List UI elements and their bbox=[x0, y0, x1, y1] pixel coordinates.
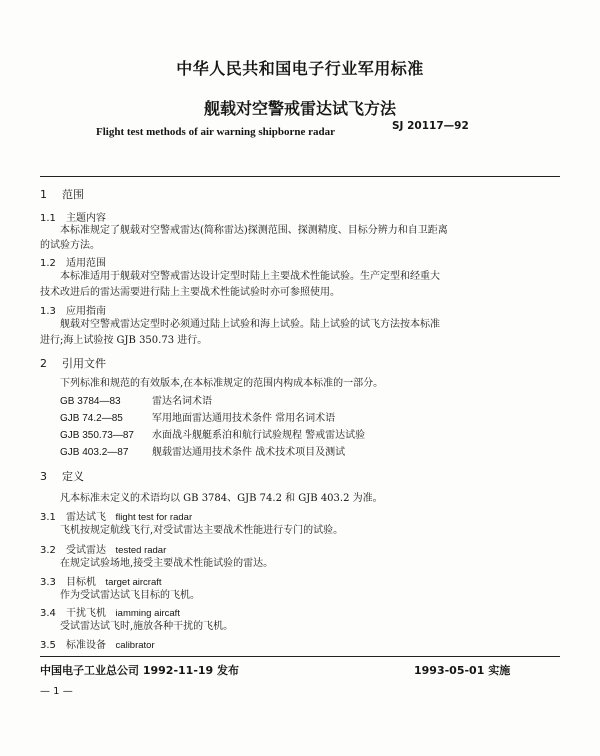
page-number: — 1 — bbox=[40, 686, 73, 697]
definition-heading bbox=[40, 508, 192, 523]
definition-term: 目标机 bbox=[66, 577, 96, 588]
subsection-title: 主题内容 bbox=[66, 213, 106, 224]
definition-text: 受试雷达试飞时,施放各种干扰的飞机。 bbox=[60, 621, 234, 632]
subsection-number: 1.3 bbox=[40, 306, 56, 317]
definition-term: 受试雷达 bbox=[66, 545, 106, 556]
subsection-1-3-heading bbox=[40, 302, 106, 317]
publisher-date: 中国电子工业总公司 1992-11-19 发布 bbox=[40, 664, 240, 677]
reference-code: GJB 74.2—85 bbox=[60, 413, 123, 424]
definition-heading bbox=[40, 573, 162, 588]
definition-english-term: target aircraft bbox=[105, 577, 162, 588]
org-title: 中华人民共和国电子行业军用标准 bbox=[176, 59, 424, 78]
paragraph-line: 本标准规定了舰载对空警戒雷达(简称雷达)探测范围、探测精度、目标分辨力和自卫距离 bbox=[60, 225, 448, 236]
reference-code: GJB 403.2—87 bbox=[60, 447, 129, 458]
reference-item bbox=[60, 428, 365, 443]
section-2-heading bbox=[40, 355, 106, 371]
section-number: 2 bbox=[40, 357, 47, 370]
definition-english-term: iamming aircaft bbox=[115, 608, 180, 619]
references-intro: 下列标准和规范的有效版本,在本标准规定的范围内构成本标准的一部分。 bbox=[60, 378, 384, 389]
reference-name: 水面战斗舰艇系泊和航行试验规程 警戒雷达试验 bbox=[152, 430, 366, 441]
paragraph-line: 舰载对空警戒雷达定型时必须通过陆上试验和海上试验。陆上试验的试飞方法按本标准 bbox=[60, 319, 440, 330]
reference-code: GJB 350.73—87 bbox=[60, 430, 134, 441]
reference-name: 雷达名词术语 bbox=[152, 396, 212, 407]
paragraph-line: 技术改进后的雷达需要进行陆上主要战术性能试验时亦可参照使用。 bbox=[40, 287, 340, 298]
definition-text: 在规定试验场地,接受主要战术性能试验的雷达。 bbox=[60, 558, 274, 569]
definition-heading bbox=[40, 636, 155, 651]
subsection-1-1-heading bbox=[40, 209, 106, 224]
paragraph-line: 进行;海上试验按 GJB 350.73 进行。 bbox=[40, 335, 208, 346]
definition-term: 雷达试飞 bbox=[66, 512, 106, 523]
english-title: Flight test methods of air warning shipborne radar bbox=[96, 126, 336, 138]
definition-english-term: tested radar bbox=[115, 545, 167, 556]
section-number: 1 bbox=[40, 188, 47, 201]
definition-number: 3.5 bbox=[40, 640, 56, 651]
definition-heading bbox=[40, 604, 180, 619]
section-title: 引用文件 bbox=[62, 357, 106, 370]
definition-english-term: calibrator bbox=[115, 640, 155, 651]
standard-code: SJ 20117—92 bbox=[392, 120, 469, 132]
section-title: 定义 bbox=[62, 470, 84, 483]
subsection-1-2-heading bbox=[40, 254, 106, 269]
reference-item bbox=[60, 394, 212, 409]
paragraph-line: 本标准适用于舰载对空警戒雷达设计定型时陆上主要战术性能试验。生产定型和经重大 bbox=[60, 271, 440, 282]
section-3-heading bbox=[40, 468, 84, 484]
effective-date: 1993-05-01 实施 bbox=[414, 664, 511, 677]
definitions-intro: 凡本标准未定义的术语均以 GB 3784、GJB 74.2 和 GJB 403.2 为准。 bbox=[60, 493, 383, 504]
definition-term: 标准设备 bbox=[66, 640, 106, 651]
reference-item bbox=[60, 445, 345, 460]
section-title: 范围 bbox=[62, 188, 84, 201]
definition-text: 作为受试雷达试飞目标的飞机。 bbox=[60, 590, 200, 601]
section-1-heading bbox=[40, 186, 84, 202]
reference-name: 军用地面雷达通用技术条件 常用名词术语 bbox=[152, 413, 336, 424]
subsection-title: 应用指南 bbox=[66, 306, 106, 317]
subsection-title: 适用范围 bbox=[66, 258, 106, 269]
definition-english-term: flight test for radar bbox=[115, 512, 193, 523]
subsection-number: 1.2 bbox=[40, 258, 56, 269]
definition-number: 3.4 bbox=[40, 608, 56, 619]
subsection-number: 1.1 bbox=[40, 213, 56, 224]
paragraph-line: 的试验方法。 bbox=[40, 240, 100, 251]
reference-item bbox=[60, 411, 335, 426]
reference-name: 舰载雷达通用技术条件 战术技术项目及测试 bbox=[152, 447, 346, 458]
section-number: 3 bbox=[40, 470, 47, 483]
definition-number: 3.2 bbox=[40, 545, 56, 556]
header-rule bbox=[40, 176, 560, 177]
footer-rule bbox=[40, 656, 560, 657]
definition-heading bbox=[40, 541, 166, 556]
definition-number: 3.3 bbox=[40, 577, 56, 588]
definition-term: 干扰飞机 bbox=[66, 608, 106, 619]
definition-text: 飞机按规定航线飞行,对受试雷达主要战术性能进行专门的试验。 bbox=[60, 525, 344, 536]
document-title: 舰载对空警戒雷达试飞方法 bbox=[203, 99, 396, 118]
reference-code: GB 3784—83 bbox=[60, 396, 121, 407]
definition-number: 3.1 bbox=[40, 512, 56, 523]
